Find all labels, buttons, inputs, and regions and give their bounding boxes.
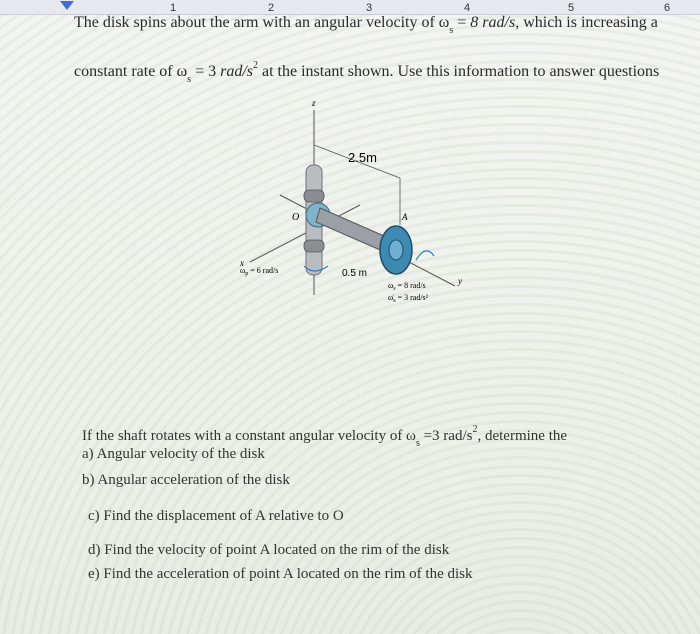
omega-s-label: $\omega_s = 8$ rad/s [388,281,426,292]
problem-text: The disk spins about the arm with an angular velocity of ω [74,14,450,31]
x-axis-label: x [240,258,244,268]
ruler-mark: 4 [464,2,471,14]
omega-p-label: $\omega_p = 6$ rad/s [240,266,279,277]
ruler-mark: 6 [664,2,671,14]
question-a: a) Angular velocity of the disk [82,446,265,462]
problem-text: constant rate of ω [74,63,188,80]
subscript: s [449,25,454,36]
problem-text: at the instant shown. Use this information to answer questions [258,63,660,80]
unit: rad/s [220,63,253,80]
arm-length-label: 2.5m [348,150,377,165]
problem-line-2 [74,60,659,85]
radius-label: 0.5 m [342,268,368,279]
point-o-label: O [292,212,300,223]
question-e: e) Find the acceleration of point A located on the rim of the disk [88,566,473,582]
subscript: s [415,438,420,449]
z-axis-label: z [312,98,316,108]
superscript: 2 [472,424,478,435]
omega-value: 8 rad/s [470,14,516,31]
ruler-mark: 1 [170,2,177,14]
problem-text: , which is increasing a [515,14,658,31]
superscript: 2 [253,60,258,71]
question-b: b) Angular acceleration of the disk [82,472,290,488]
question-c: c) Find the displacement of A relative to O [88,508,344,524]
question-d: d) Find the velocity of point A located on the rim of the disk [88,542,450,558]
disk-hub [389,240,403,260]
ruler-mark: 5 [568,2,575,14]
mechanism-figure [220,90,480,320]
indent-marker-icon[interactable] [60,1,74,10]
collar [304,240,324,252]
equals: = [453,14,471,31]
ruler [0,0,700,15]
subscript: s [187,74,192,85]
point-a-label: A [402,212,408,222]
collar [304,190,324,202]
intro-text: =3 rad/s [419,428,473,444]
spin-arrow-icon [416,251,434,260]
intro-text: If the shaft rotates with a constant angular velocity of ω [82,428,416,444]
ruler-mark: 2 [268,2,275,14]
equals: = 3 [191,63,221,80]
ruler-mark: 3 [366,2,373,14]
omega-dot-s-label: $\omegȧ_s = 3$ rad/s² [388,293,429,304]
y-axis-label: y [458,276,462,286]
intro-text: , determine the [477,428,568,444]
problem-line-1 [74,14,658,36]
